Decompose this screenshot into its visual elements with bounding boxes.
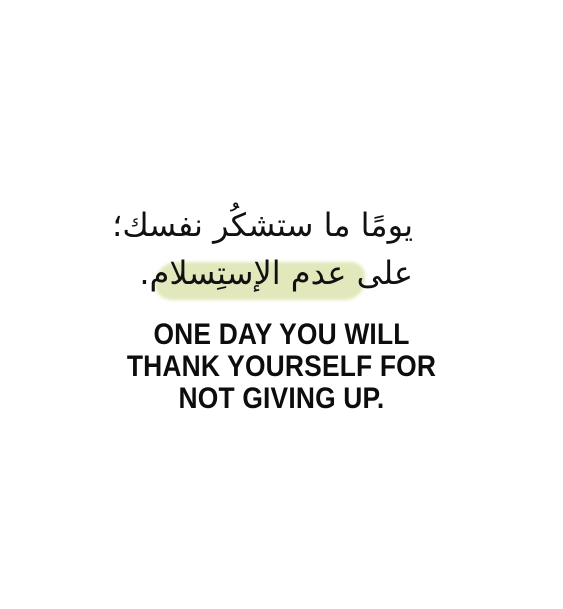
english-quote-line-3: NOT GIVING UP. bbox=[178, 382, 385, 415]
arabic-quote-line-2: على عدم الإستِسلام. bbox=[139, 254, 413, 292]
english-quote-line-1: ONE DAY YOU WILL bbox=[153, 318, 410, 351]
english-quote-line-2: THANK YOURSELF FOR bbox=[126, 350, 437, 383]
arabic-quote-line-1: يومًا ما ستشكُر نفسك؛ bbox=[112, 206, 413, 244]
